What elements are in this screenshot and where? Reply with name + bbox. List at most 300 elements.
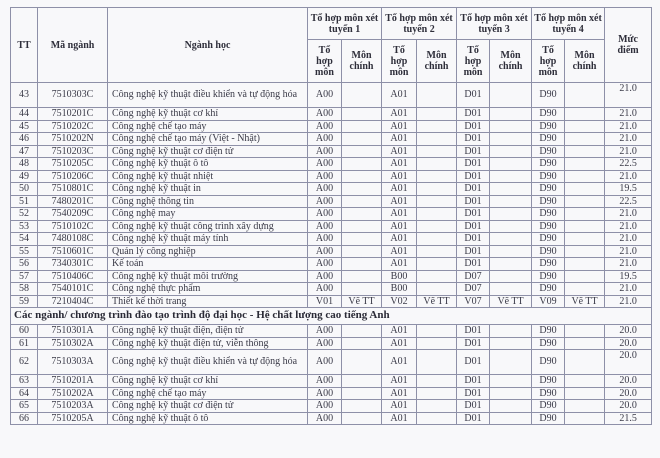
- cell-tt: 47: [11, 145, 38, 158]
- cell-mon-chinh-2: [417, 145, 457, 158]
- cell-mon-chinh-4: [565, 245, 605, 258]
- cell-mon-chinh-1: [342, 245, 382, 258]
- header-mon-chinh: Môn chính: [490, 40, 532, 83]
- cell-to-hop-4: D90: [532, 283, 565, 296]
- cell-tt: 61: [11, 337, 38, 350]
- cell-mon-chinh-3: [490, 325, 532, 338]
- cell-mon-chinh-3: [490, 283, 532, 296]
- cell-muc-diem: 21.0: [605, 145, 652, 158]
- table-row: [11, 337, 652, 350]
- cell-mon-chinh-2: [417, 170, 457, 183]
- cell-to-hop-1: A00: [308, 158, 342, 171]
- cell-muc-diem: 21.0: [605, 83, 652, 108]
- cell-muc-diem: 22.5: [605, 158, 652, 171]
- cell-muc-diem: 21.0: [605, 108, 652, 121]
- cell-mon-chinh-1: [342, 195, 382, 208]
- cell-nganh-hoc: Công nghệ kỹ thuật ô tô: [108, 412, 308, 425]
- cell-mon-chinh-2: [417, 337, 457, 350]
- cell-to-hop-1: A00: [308, 170, 342, 183]
- cell-ma-nganh: 7480108C: [38, 233, 108, 246]
- cell-nganh-hoc: Thiết kế thời trang: [108, 295, 308, 308]
- header-nganh-hoc: Ngành học: [108, 8, 308, 83]
- cell-mon-chinh-3: Vẽ TT: [490, 295, 532, 308]
- cell-to-hop-3: D01: [457, 375, 490, 388]
- cell-to-hop-3: D01: [457, 350, 490, 375]
- cell-tt: 45: [11, 120, 38, 133]
- cell-to-hop-2: A01: [382, 258, 417, 271]
- cell-tt: 58: [11, 283, 38, 296]
- cell-mon-chinh-3: [490, 245, 532, 258]
- section-title: Các ngành/ chương trình đào tạo trình độ đại học - Hệ chất lượng cao tiếng Anh: [11, 308, 652, 325]
- cell-to-hop-1: A00: [308, 375, 342, 388]
- cell-muc-diem: 19.5: [605, 183, 652, 196]
- cell-mon-chinh-3: [490, 220, 532, 233]
- cell-mon-chinh-3: [490, 337, 532, 350]
- cell-to-hop-4: D90: [532, 83, 565, 108]
- cell-to-hop-1: A00: [308, 108, 342, 121]
- cell-to-hop-2: A01: [382, 245, 417, 258]
- cell-tt: 55: [11, 245, 38, 258]
- cell-tt: 64: [11, 387, 38, 400]
- table-row: [11, 108, 652, 121]
- header-group-1: Tổ hợp môn xét tuyển 1: [308, 8, 382, 40]
- cell-to-hop-4: D90: [532, 158, 565, 171]
- cell-mon-chinh-1: [342, 270, 382, 283]
- cell-to-hop-2: A01: [382, 350, 417, 375]
- cell-mon-chinh-1: [342, 133, 382, 146]
- cell-to-hop-2: A01: [382, 183, 417, 196]
- cell-nganh-hoc: Công nghệ kỹ thuật cơ điện tử: [108, 400, 308, 413]
- cell-nganh-hoc: Công nghệ kỹ thuật điện tử, viễn thông: [108, 337, 308, 350]
- cell-mon-chinh-2: [417, 245, 457, 258]
- cell-tt: 60: [11, 325, 38, 338]
- cell-muc-diem: 20.0: [605, 387, 652, 400]
- cell-mon-chinh-4: [565, 183, 605, 196]
- cell-to-hop-2: A01: [382, 220, 417, 233]
- cell-mon-chinh-2: [417, 387, 457, 400]
- header-to-hop-mon: Tổ hợp môn: [382, 40, 417, 83]
- cell-to-hop-1: A00: [308, 283, 342, 296]
- cell-nganh-hoc: Công nghệ kỹ thuật nhiệt: [108, 170, 308, 183]
- cell-mon-chinh-4: [565, 375, 605, 388]
- cell-to-hop-2: A01: [382, 387, 417, 400]
- cell-muc-diem: 21.0: [605, 170, 652, 183]
- cell-muc-diem: 21.5: [605, 412, 652, 425]
- cell-to-hop-4: D90: [532, 400, 565, 413]
- cell-to-hop-3: D01: [457, 325, 490, 338]
- cell-ma-nganh: 7510201A: [38, 375, 108, 388]
- cell-to-hop-4: D90: [532, 387, 565, 400]
- cell-mon-chinh-4: [565, 108, 605, 121]
- cell-mon-chinh-1: [342, 208, 382, 221]
- cell-ma-nganh: 7510303A: [38, 350, 108, 375]
- cell-nganh-hoc: Công nghệ kỹ thuật môi trường: [108, 270, 308, 283]
- cell-mon-chinh-1: [342, 337, 382, 350]
- cell-mon-chinh-2: [417, 158, 457, 171]
- cell-muc-diem: 22.5: [605, 195, 652, 208]
- table-row: [11, 120, 652, 133]
- cell-to-hop-4: D90: [532, 337, 565, 350]
- cell-to-hop-2: A01: [382, 233, 417, 246]
- cell-tt: 66: [11, 412, 38, 425]
- cell-muc-diem: 21.0: [605, 220, 652, 233]
- cell-nganh-hoc: Công nghệ kỹ thuật cơ khí: [108, 375, 308, 388]
- cell-muc-diem: 21.0: [605, 133, 652, 146]
- cell-tt: 44: [11, 108, 38, 121]
- cell-mon-chinh-1: [342, 387, 382, 400]
- cell-ma-nganh: 7510203A: [38, 400, 108, 413]
- cell-mon-chinh-2: [417, 233, 457, 246]
- cell-to-hop-4: D90: [532, 245, 565, 258]
- cell-mon-chinh-1: [342, 325, 382, 338]
- cell-tt: 54: [11, 233, 38, 246]
- cell-to-hop-2: A01: [382, 208, 417, 221]
- cell-mon-chinh-1: [342, 258, 382, 271]
- cell-to-hop-1: A00: [308, 412, 342, 425]
- cell-to-hop-4: D90: [532, 325, 565, 338]
- table-header: [11, 8, 652, 83]
- cell-mon-chinh-1: [342, 412, 382, 425]
- cell-ma-nganh: 7340301C: [38, 258, 108, 271]
- table-row: [11, 295, 652, 308]
- cell-tt: 50: [11, 183, 38, 196]
- cell-mon-chinh-4: [565, 208, 605, 221]
- cell-mon-chinh-4: [565, 195, 605, 208]
- cell-mon-chinh-3: [490, 120, 532, 133]
- cell-ma-nganh: 7510601C: [38, 245, 108, 258]
- cell-tt: 53: [11, 220, 38, 233]
- cell-to-hop-4: D90: [532, 258, 565, 271]
- table-row: [11, 245, 652, 258]
- cell-mon-chinh-3: [490, 170, 532, 183]
- cell-to-hop-1: A00: [308, 400, 342, 413]
- cell-ma-nganh: 7510203C: [38, 145, 108, 158]
- table-body-high-quality: [11, 325, 652, 425]
- table-row: [11, 283, 652, 296]
- cell-mon-chinh-3: [490, 195, 532, 208]
- cell-muc-diem: 21.0: [605, 120, 652, 133]
- cell-ma-nganh: 7540209C: [38, 208, 108, 221]
- header-group-2: Tổ hợp môn xét tuyển 2: [382, 8, 457, 40]
- cell-tt: 43: [11, 83, 38, 108]
- cell-mon-chinh-2: [417, 208, 457, 221]
- cell-nganh-hoc: Công nghệ may: [108, 208, 308, 221]
- table-row: [11, 133, 652, 146]
- cell-to-hop-3: D07: [457, 270, 490, 283]
- cell-tt: 52: [11, 208, 38, 221]
- cell-to-hop-2: A01: [382, 400, 417, 413]
- table-row: [11, 350, 652, 375]
- cell-ma-nganh: 7510202A: [38, 387, 108, 400]
- cell-mon-chinh-3: [490, 270, 532, 283]
- header-to-hop-mon: Tổ hợp môn: [308, 40, 342, 83]
- cell-mon-chinh-2: [417, 83, 457, 108]
- cell-to-hop-3: D01: [457, 220, 490, 233]
- cell-tt: 51: [11, 195, 38, 208]
- cell-mon-chinh-1: [342, 283, 382, 296]
- cell-nganh-hoc: Công nghệ kỹ thuật máy tính: [108, 233, 308, 246]
- cell-nganh-hoc: Công nghệ kỹ thuật in: [108, 183, 308, 196]
- cell-to-hop-3: D01: [457, 183, 490, 196]
- table-row: [11, 400, 652, 413]
- cell-ma-nganh: 7510205A: [38, 412, 108, 425]
- cell-mon-chinh-3: [490, 83, 532, 108]
- cell-to-hop-3: D01: [457, 158, 490, 171]
- cell-mon-chinh-2: [417, 325, 457, 338]
- cell-nganh-hoc: Công nghệ kỹ thuật cơ điện tử: [108, 145, 308, 158]
- cell-to-hop-4: D90: [532, 108, 565, 121]
- cell-mon-chinh-4: [565, 133, 605, 146]
- cell-mon-chinh-4: [565, 337, 605, 350]
- cell-mon-chinh-4: Vẽ TT: [565, 295, 605, 308]
- cell-muc-diem: 19.5: [605, 270, 652, 283]
- cell-muc-diem: 21.0: [605, 245, 652, 258]
- cell-muc-diem: 21.0: [605, 208, 652, 221]
- cell-to-hop-4: D90: [532, 170, 565, 183]
- cell-to-hop-3: D01: [457, 195, 490, 208]
- cell-to-hop-4: D90: [532, 183, 565, 196]
- cell-to-hop-1: A00: [308, 83, 342, 108]
- cell-mon-chinh-1: [342, 400, 382, 413]
- cell-mon-chinh-3: [490, 233, 532, 246]
- cell-mon-chinh-2: [417, 270, 457, 283]
- table-row: [11, 183, 652, 196]
- cell-mon-chinh-4: [565, 412, 605, 425]
- cell-nganh-hoc: Công nghệ chế tạo máy: [108, 120, 308, 133]
- cell-nganh-hoc: Công nghệ kỹ thuật cơ khí: [108, 108, 308, 121]
- cell-ma-nganh: 7480201C: [38, 195, 108, 208]
- cell-to-hop-1: A00: [308, 258, 342, 271]
- cell-nganh-hoc: Công nghệ kỹ thuật ô tô: [108, 158, 308, 171]
- cell-ma-nganh: 7210404C: [38, 295, 108, 308]
- cell-ma-nganh: 7510303C: [38, 83, 108, 108]
- cell-nganh-hoc: Công nghệ chế tạo máy (Việt - Nhật): [108, 133, 308, 146]
- cell-to-hop-2: V02: [382, 295, 417, 308]
- cell-ma-nganh: 7510301A: [38, 325, 108, 338]
- cell-nganh-hoc: Công nghệ kỹ thuật điện, điện tử: [108, 325, 308, 338]
- cell-mon-chinh-4: [565, 145, 605, 158]
- cell-muc-diem: 20.0: [605, 375, 652, 388]
- cell-to-hop-4: D90: [532, 120, 565, 133]
- cell-mon-chinh-3: [490, 400, 532, 413]
- header-muc-diem: Mức điểm: [605, 8, 652, 83]
- cell-mon-chinh-4: [565, 83, 605, 108]
- table-row: [11, 145, 652, 158]
- cell-mon-chinh-1: [342, 233, 382, 246]
- cell-to-hop-1: A00: [308, 270, 342, 283]
- cell-mon-chinh-2: [417, 400, 457, 413]
- cell-to-hop-2: A01: [382, 83, 417, 108]
- cell-tt: 57: [11, 270, 38, 283]
- cell-mon-chinh-4: [565, 158, 605, 171]
- table-row: [11, 270, 652, 283]
- cell-ma-nganh: 7510202N: [38, 133, 108, 146]
- table-body-standard: [11, 83, 652, 308]
- cell-to-hop-2: A01: [382, 158, 417, 171]
- cell-mon-chinh-2: [417, 133, 457, 146]
- cell-to-hop-1: A00: [308, 350, 342, 375]
- table-row: [11, 220, 652, 233]
- cell-to-hop-4: D90: [532, 375, 565, 388]
- cell-ma-nganh: 7540101C: [38, 283, 108, 296]
- cell-to-hop-3: D07: [457, 283, 490, 296]
- cell-to-hop-3: D01: [457, 108, 490, 121]
- cell-to-hop-3: V07: [457, 295, 490, 308]
- cell-mon-chinh-3: [490, 387, 532, 400]
- cell-to-hop-1: A00: [308, 233, 342, 246]
- cell-mon-chinh-1: [342, 120, 382, 133]
- cell-to-hop-4: D90: [532, 133, 565, 146]
- table-row: [11, 208, 652, 221]
- table-row: [11, 158, 652, 171]
- cell-to-hop-1: A00: [308, 387, 342, 400]
- cell-muc-diem: 21.0: [605, 258, 652, 271]
- cell-to-hop-3: D01: [457, 258, 490, 271]
- cell-mon-chinh-1: [342, 183, 382, 196]
- header-group-3: Tổ hợp môn xét tuyển 3: [457, 8, 532, 40]
- cell-to-hop-4: D90: [532, 412, 565, 425]
- table-row: [11, 233, 652, 246]
- cell-mon-chinh-4: [565, 400, 605, 413]
- cell-to-hop-1: A00: [308, 133, 342, 146]
- cell-nganh-hoc: Công nghệ kỹ thuật điều khiển và tự động hóa: [108, 350, 308, 375]
- cell-mon-chinh-1: [342, 350, 382, 375]
- cell-mon-chinh-4: [565, 387, 605, 400]
- cell-mon-chinh-2: [417, 120, 457, 133]
- cell-to-hop-2: B00: [382, 283, 417, 296]
- cell-to-hop-2: A01: [382, 195, 417, 208]
- table-row: [11, 258, 652, 271]
- cell-to-hop-1: A00: [308, 220, 342, 233]
- cell-to-hop-1: A00: [308, 195, 342, 208]
- cell-to-hop-2: A01: [382, 412, 417, 425]
- table-row: [11, 195, 652, 208]
- cell-tt: 56: [11, 258, 38, 271]
- cell-mon-chinh-4: [565, 233, 605, 246]
- cell-to-hop-1: A00: [308, 337, 342, 350]
- cell-to-hop-4: D90: [532, 270, 565, 283]
- cell-mon-chinh-3: [490, 412, 532, 425]
- cell-to-hop-2: B00: [382, 270, 417, 283]
- cell-to-hop-4: D90: [532, 233, 565, 246]
- header-mon-chinh: Môn chính: [565, 40, 605, 83]
- cell-mon-chinh-4: [565, 220, 605, 233]
- cell-mon-chinh-2: [417, 375, 457, 388]
- cell-mon-chinh-2: [417, 220, 457, 233]
- header-ma-nganh: Mã ngành: [38, 8, 108, 83]
- cell-mon-chinh-2: [417, 195, 457, 208]
- cell-to-hop-2: A01: [382, 133, 417, 146]
- cell-mon-chinh-2: Vẽ TT: [417, 295, 457, 308]
- cell-mon-chinh-4: [565, 170, 605, 183]
- cell-mon-chinh-4: [565, 258, 605, 271]
- cell-nganh-hoc: Công nghệ chế tạo máy: [108, 387, 308, 400]
- cell-ma-nganh: 7510801C: [38, 183, 108, 196]
- cell-mon-chinh-3: [490, 350, 532, 375]
- cell-ma-nganh: 7510202C: [38, 120, 108, 133]
- cell-muc-diem: 21.0: [605, 233, 652, 246]
- cell-tt: 59: [11, 295, 38, 308]
- cell-to-hop-1: A00: [308, 245, 342, 258]
- cell-to-hop-3: D01: [457, 170, 490, 183]
- cell-mon-chinh-3: [490, 183, 532, 196]
- cell-mon-chinh-2: [417, 108, 457, 121]
- header-mon-chinh: Môn chính: [342, 40, 382, 83]
- header-group-4: Tổ hợp môn xét tuyển 4: [532, 8, 605, 40]
- cell-mon-chinh-3: [490, 208, 532, 221]
- cell-muc-diem: 21.0: [605, 295, 652, 308]
- cell-to-hop-2: A01: [382, 325, 417, 338]
- cell-to-hop-4: D90: [532, 350, 565, 375]
- cell-muc-diem: 20.0: [605, 400, 652, 413]
- cell-muc-diem: 20.0: [605, 337, 652, 350]
- header-to-hop-mon: Tổ hợp môn: [532, 40, 565, 83]
- cell-ma-nganh: 7510206C: [38, 170, 108, 183]
- header-to-hop-mon: Tổ hợp môn: [457, 40, 490, 83]
- cell-mon-chinh-2: [417, 412, 457, 425]
- cell-mon-chinh-3: [490, 158, 532, 171]
- cell-to-hop-3: D01: [457, 145, 490, 158]
- cell-nganh-hoc: Công nghệ kỹ thuật công trình xây dựng: [108, 220, 308, 233]
- cell-to-hop-2: A01: [382, 337, 417, 350]
- table-row: [11, 375, 652, 388]
- table-body-section: [11, 308, 652, 325]
- cell-mon-chinh-3: [490, 133, 532, 146]
- cell-to-hop-3: D01: [457, 400, 490, 413]
- cell-mon-chinh-2: [417, 258, 457, 271]
- cell-to-hop-4: D90: [532, 145, 565, 158]
- cell-to-hop-4: D90: [532, 195, 565, 208]
- cell-to-hop-3: D01: [457, 133, 490, 146]
- cell-to-hop-2: A01: [382, 145, 417, 158]
- cell-mon-chinh-1: [342, 145, 382, 158]
- cell-mon-chinh-1: [342, 108, 382, 121]
- section-row: [11, 308, 652, 325]
- cell-to-hop-3: D01: [457, 337, 490, 350]
- cell-to-hop-3: D01: [457, 245, 490, 258]
- cell-ma-nganh: 7510406C: [38, 270, 108, 283]
- cell-nganh-hoc: Kế toán: [108, 258, 308, 271]
- cell-mon-chinh-2: [417, 350, 457, 375]
- cell-nganh-hoc: Công nghệ thông tin: [108, 195, 308, 208]
- cell-nganh-hoc: Công nghệ thực phẩm: [108, 283, 308, 296]
- cell-mon-chinh-1: Vẽ TT: [342, 295, 382, 308]
- cell-mon-chinh-3: [490, 375, 532, 388]
- cell-ma-nganh: 7510302A: [38, 337, 108, 350]
- cell-tt: 48: [11, 158, 38, 171]
- header-mon-chinh: Môn chính: [417, 40, 457, 83]
- cell-tt: 49: [11, 170, 38, 183]
- cell-to-hop-3: D01: [457, 120, 490, 133]
- cell-to-hop-3: D01: [457, 412, 490, 425]
- cell-ma-nganh: 7510201C: [38, 108, 108, 121]
- cell-to-hop-3: D01: [457, 208, 490, 221]
- table-row: [11, 387, 652, 400]
- cell-tt: 62: [11, 350, 38, 375]
- cell-mon-chinh-4: [565, 120, 605, 133]
- cell-mon-chinh-4: [565, 325, 605, 338]
- cell-mon-chinh-4: [565, 350, 605, 375]
- cell-to-hop-2: A01: [382, 108, 417, 121]
- cell-tt: 63: [11, 375, 38, 388]
- cell-to-hop-3: D01: [457, 83, 490, 108]
- cell-mon-chinh-3: [490, 258, 532, 271]
- table-row: [11, 325, 652, 338]
- cell-to-hop-2: A01: [382, 375, 417, 388]
- cell-to-hop-4: D90: [532, 208, 565, 221]
- cell-to-hop-1: V01: [308, 295, 342, 308]
- cell-to-hop-1: A00: [308, 145, 342, 158]
